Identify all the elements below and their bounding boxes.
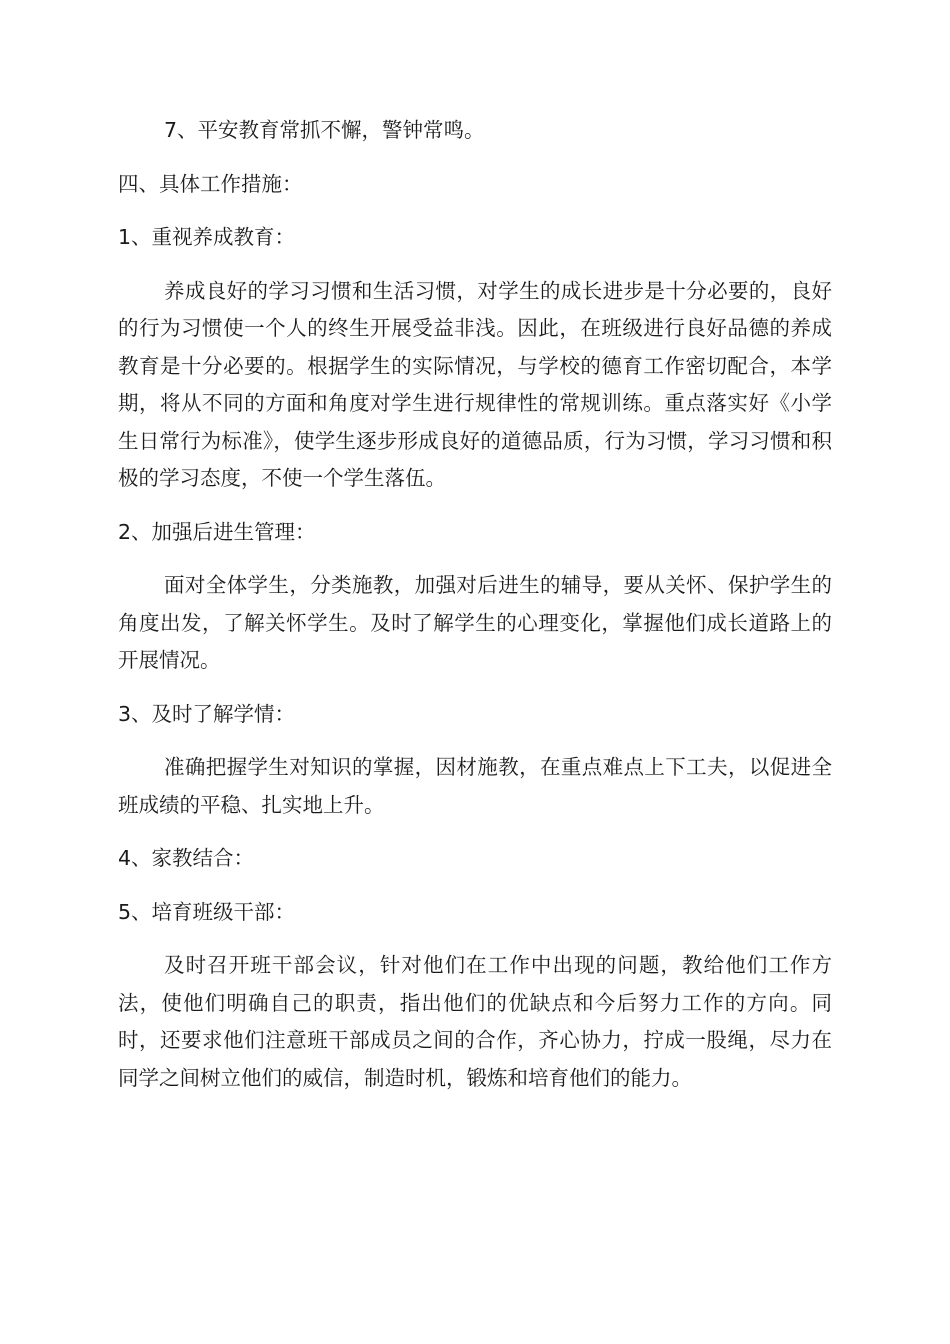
- body-underachiever-management: 面对全体学生，分类施教，加强对后进生的辅导，要从关怀、保护学生的角度出发，了解关怀学生。及时了解学生的心理变化，掌握他们成长道路上的开展情况。: [118, 573, 832, 672]
- body-learning-status: 准确把握学生对知识的掌握，因材施教，在重点难点上下工夫，以促进全班成绩的平稳、扎实地上升。: [118, 755, 832, 817]
- heading-home-school: 4、家教结合：: [118, 846, 255, 870]
- item-safety-education: 7、平安教育常抓不懈，警钟常鸣。: [164, 118, 485, 142]
- heading-underachiever-management: 2、加强后进生管理：: [118, 519, 316, 544]
- heading-class-cadres: 5、培育班级干部：: [118, 899, 296, 924]
- heading-habit-education: 1、重视养成教育：: [118, 225, 296, 249]
- heading-learning-status: 3、及时了解学情：: [118, 701, 296, 726]
- body-class-cadres: 及时召开班干部会议，针对他们在工作中出现的问题，教给他们工作方法，使他们明确自己的职责，指出他们的优缺点和今后努力工作的方向。同时，还要求他们注意班干部成员之间的合作，齐心协力，拧成一股绳，尽力在同学之间树立他们的威信，制造时机，锻炼和培育他们的能力。: [118, 953, 832, 1090]
- section-heading-measures: 四、具体工作措施：: [118, 171, 303, 196]
- body-habit-education: 养成良好的学习习惯和生活习惯，对学生的成长进步是十分必要的，良好的行为习惯使一个人的终生开展受益非浅。因此，在班级进行良好品德的养成教育是十分必要的。根据学生的实际情况，与学校的德育工作密切配合，本学期，将从不同的方面和角度对学生进行规律性的常规训练。重点落实好《小学生日常行为标准》，使学生逐步形成良好的道德品质，行为习惯，学习习惯和积极的学习态度，不使一个学生落伍。: [118, 278, 832, 490]
